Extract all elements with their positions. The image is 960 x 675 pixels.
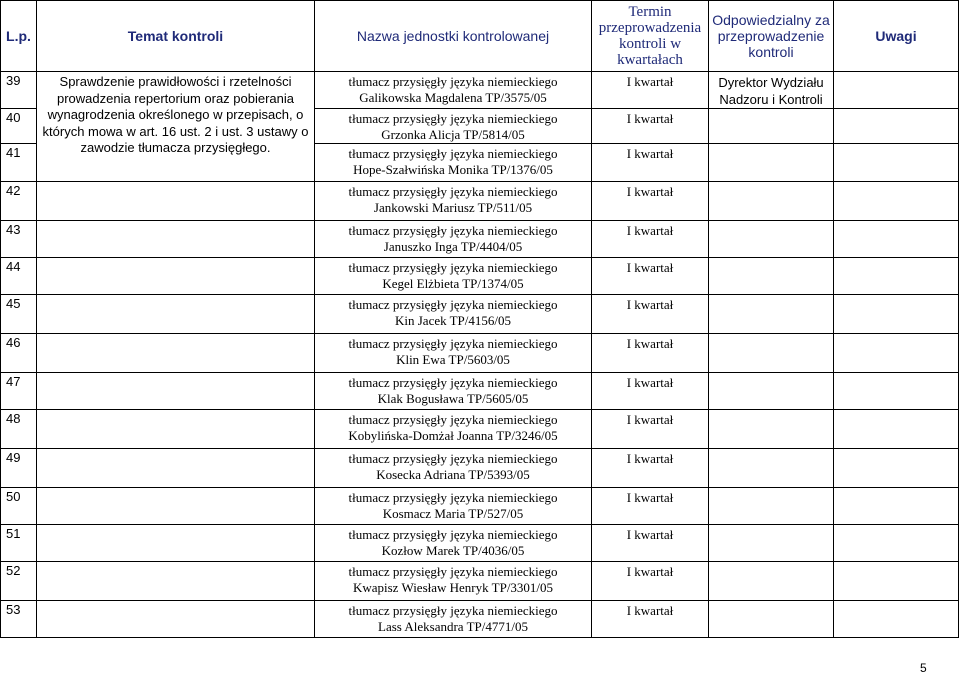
quarter-term: I kwartał (592, 144, 709, 182)
unit-role: tłumacz przysięgły języka niemieckiego (348, 260, 558, 275)
unit-role: tłumacz przysięgły języka niemieckiego (348, 111, 558, 126)
responsible-unit (709, 525, 834, 562)
row-number: 44 (1, 258, 37, 295)
unit-name (315, 258, 592, 295)
unit-name (315, 562, 592, 601)
unit-name (315, 449, 592, 488)
unit-role: tłumacz przysięgły języka niemieckiego (348, 74, 558, 89)
quarter-term: I kwartał (592, 601, 709, 638)
table-row (1, 488, 959, 525)
header-nazwa: Nazwa jednostki kontrolowanej (315, 1, 592, 72)
unit-person: Kosecka Adriana TP/5393/05 (376, 467, 530, 482)
remarks (834, 72, 959, 109)
header-lp: L.p. (1, 1, 37, 72)
row-number: 50 (1, 488, 37, 525)
control-topic-empty (37, 410, 315, 449)
quarter-term: I kwartał (592, 258, 709, 295)
responsible-unit (709, 109, 834, 144)
quarter-term: I kwartał (592, 562, 709, 601)
row-number: 46 (1, 334, 37, 373)
table-row (1, 295, 959, 334)
table-row (1, 182, 959, 221)
unit-name (315, 109, 592, 144)
remarks (834, 373, 959, 410)
remarks (834, 562, 959, 601)
row-number: 51 (1, 525, 37, 562)
responsible-unit (709, 334, 834, 373)
responsible-unit (709, 449, 834, 488)
header-uwagi: Uwagi (834, 1, 959, 72)
quarter-term: I kwartał (592, 72, 709, 109)
quarter-term: I kwartał (592, 221, 709, 258)
table-row (1, 373, 959, 410)
control-topic-empty (37, 334, 315, 373)
responsible-unit (709, 488, 834, 525)
unit-name (315, 72, 592, 109)
unit-person: Jankowski Mariusz TP/511/05 (373, 200, 533, 215)
quarter-term: I kwartał (592, 449, 709, 488)
unit-name (315, 373, 592, 410)
control-topic: Sprawdzenie prawidłowości i rzetelności prowadzenia repertorium oraz pobierania wynagrodzenia określonego w przepisach, o których mowa w art. 16 ust. 2 i ust. 3 ustawy o zawodzie tłumacza przysięgłego. (37, 72, 315, 182)
responsible-unit (709, 562, 834, 601)
unit-person: Kwapisz Wiesław Henryk TP/3301/05 (352, 580, 554, 595)
table-header-row (1, 1, 959, 72)
unit-person: Grzonka Alicja TP/5814/05 (381, 127, 525, 142)
responsible-unit (709, 295, 834, 334)
remarks (834, 410, 959, 449)
unit-person: Lass Aleksandra TP/4771/05 (378, 619, 528, 634)
unit-role: tłumacz przysięgły języka niemieckiego (348, 412, 558, 427)
unit-name (315, 334, 592, 373)
unit-person: Klak Bogusława TP/5605/05 (377, 391, 529, 406)
control-topic-empty (37, 182, 315, 221)
unit-person: Kin Jacek TP/4156/05 (394, 313, 512, 328)
unit-person: Galikowska Magdalena TP/3575/05 (359, 90, 547, 105)
responsible-unit (709, 258, 834, 295)
unit-name (315, 488, 592, 525)
row-number: 41 (1, 144, 37, 182)
header-temat: Temat kontroli (37, 1, 315, 72)
control-topic-empty (37, 601, 315, 638)
unit-person: Kosmacz Maria TP/527/05 (382, 506, 524, 521)
remarks (834, 334, 959, 373)
responsible-unit (709, 373, 834, 410)
unit-person: Kozłow Marek TP/4036/05 (381, 543, 525, 558)
responsible-unit (709, 221, 834, 258)
unit-role: tłumacz przysięgły języka niemieckiego (348, 297, 558, 312)
unit-role: tłumacz przysięgły języka niemieckiego (348, 223, 558, 238)
table-row (1, 601, 959, 638)
table-row (1, 449, 959, 488)
unit-name (315, 295, 592, 334)
remarks (834, 221, 959, 258)
responsible-unit (709, 410, 834, 449)
table-row (1, 221, 959, 258)
row-number: 48 (1, 410, 37, 449)
control-topic-empty (37, 488, 315, 525)
table-row (1, 410, 959, 449)
unit-person: Kobylińska-Domżał Joanna TP/3246/05 (348, 428, 558, 443)
unit-name (315, 182, 592, 221)
header-odpowiedzialny: Odpowiedzialny za przeprowadzenie kontroli (709, 1, 834, 72)
table-row (1, 72, 959, 109)
remarks (834, 182, 959, 221)
unit-role: tłumacz przysięgły języka niemieckiego (348, 527, 558, 542)
control-topic-empty (37, 221, 315, 258)
unit-role: tłumacz przysięgły języka niemieckiego (348, 375, 558, 390)
quarter-term: I kwartał (592, 334, 709, 373)
remarks (834, 525, 959, 562)
control-topic-empty (37, 525, 315, 562)
responsible-unit (709, 601, 834, 638)
unit-name (315, 410, 592, 449)
unit-name (315, 221, 592, 258)
responsible-unit (709, 182, 834, 221)
unit-role: tłumacz przysięgły języka niemieckiego (348, 146, 558, 161)
row-number: 40 (1, 109, 37, 144)
quarter-term: I kwartał (592, 488, 709, 525)
unit-person: Klin Ewa TP/5603/05 (396, 352, 510, 367)
control-topic-empty (37, 562, 315, 601)
responsible-unit (709, 144, 834, 182)
unit-name (315, 525, 592, 562)
remarks (834, 601, 959, 638)
quarter-term: I kwartał (592, 525, 709, 562)
quarter-term: I kwartał (592, 410, 709, 449)
unit-role: tłumacz przysięgły języka niemieckiego (348, 490, 558, 505)
quarter-term: I kwartał (592, 109, 709, 144)
unit-role: tłumacz przysięgły języka niemieckiego (348, 564, 558, 579)
control-topic-empty (37, 449, 315, 488)
remarks (834, 449, 959, 488)
row-number: 42 (1, 182, 37, 221)
row-number: 47 (1, 373, 37, 410)
row-number: 39 (1, 72, 37, 109)
table-row (1, 562, 959, 601)
unit-role: tłumacz przysięgły języka niemieckiego (348, 336, 558, 351)
control-topic-empty (37, 258, 315, 295)
row-number: 52 (1, 562, 37, 601)
unit-name (315, 601, 592, 638)
remarks (834, 144, 959, 182)
unit-role: tłumacz przysięgły języka niemieckiego (348, 451, 558, 466)
unit-name (315, 144, 592, 182)
row-number: 49 (1, 449, 37, 488)
quarter-term: I kwartał (592, 373, 709, 410)
control-topic-empty (37, 295, 315, 334)
unit-person: Kegel Elżbieta TP/1374/05 (382, 276, 524, 291)
page-number: 5 (920, 661, 927, 675)
unit-person: Hope-Szałwińska Monika TP/1376/05 (353, 162, 553, 177)
unit-role: tłumacz przysięgły języka niemieckiego (348, 184, 558, 199)
unit-person: Januszko Inga TP/4404/05 (383, 239, 523, 254)
header-termin: Termin przeprowadzenia kontroli w kwartałach (592, 1, 709, 72)
row-number: 45 (1, 295, 37, 334)
quarter-term: I kwartał (592, 182, 709, 221)
control-topic-empty (37, 373, 315, 410)
unit-role: tłumacz przysięgły języka niemieckiego (348, 603, 558, 618)
remarks (834, 295, 959, 334)
remarks (834, 488, 959, 525)
row-number: 43 (1, 221, 37, 258)
table-row (1, 525, 959, 562)
remarks (834, 109, 959, 144)
quarter-term: I kwartał (592, 295, 709, 334)
table-row (1, 258, 959, 295)
remarks (834, 258, 959, 295)
row-number: 53 (1, 601, 37, 638)
responsible-unit: Dyrektor Wydziału Nadzoru i Kontroli (709, 72, 834, 109)
table-row (1, 334, 959, 373)
